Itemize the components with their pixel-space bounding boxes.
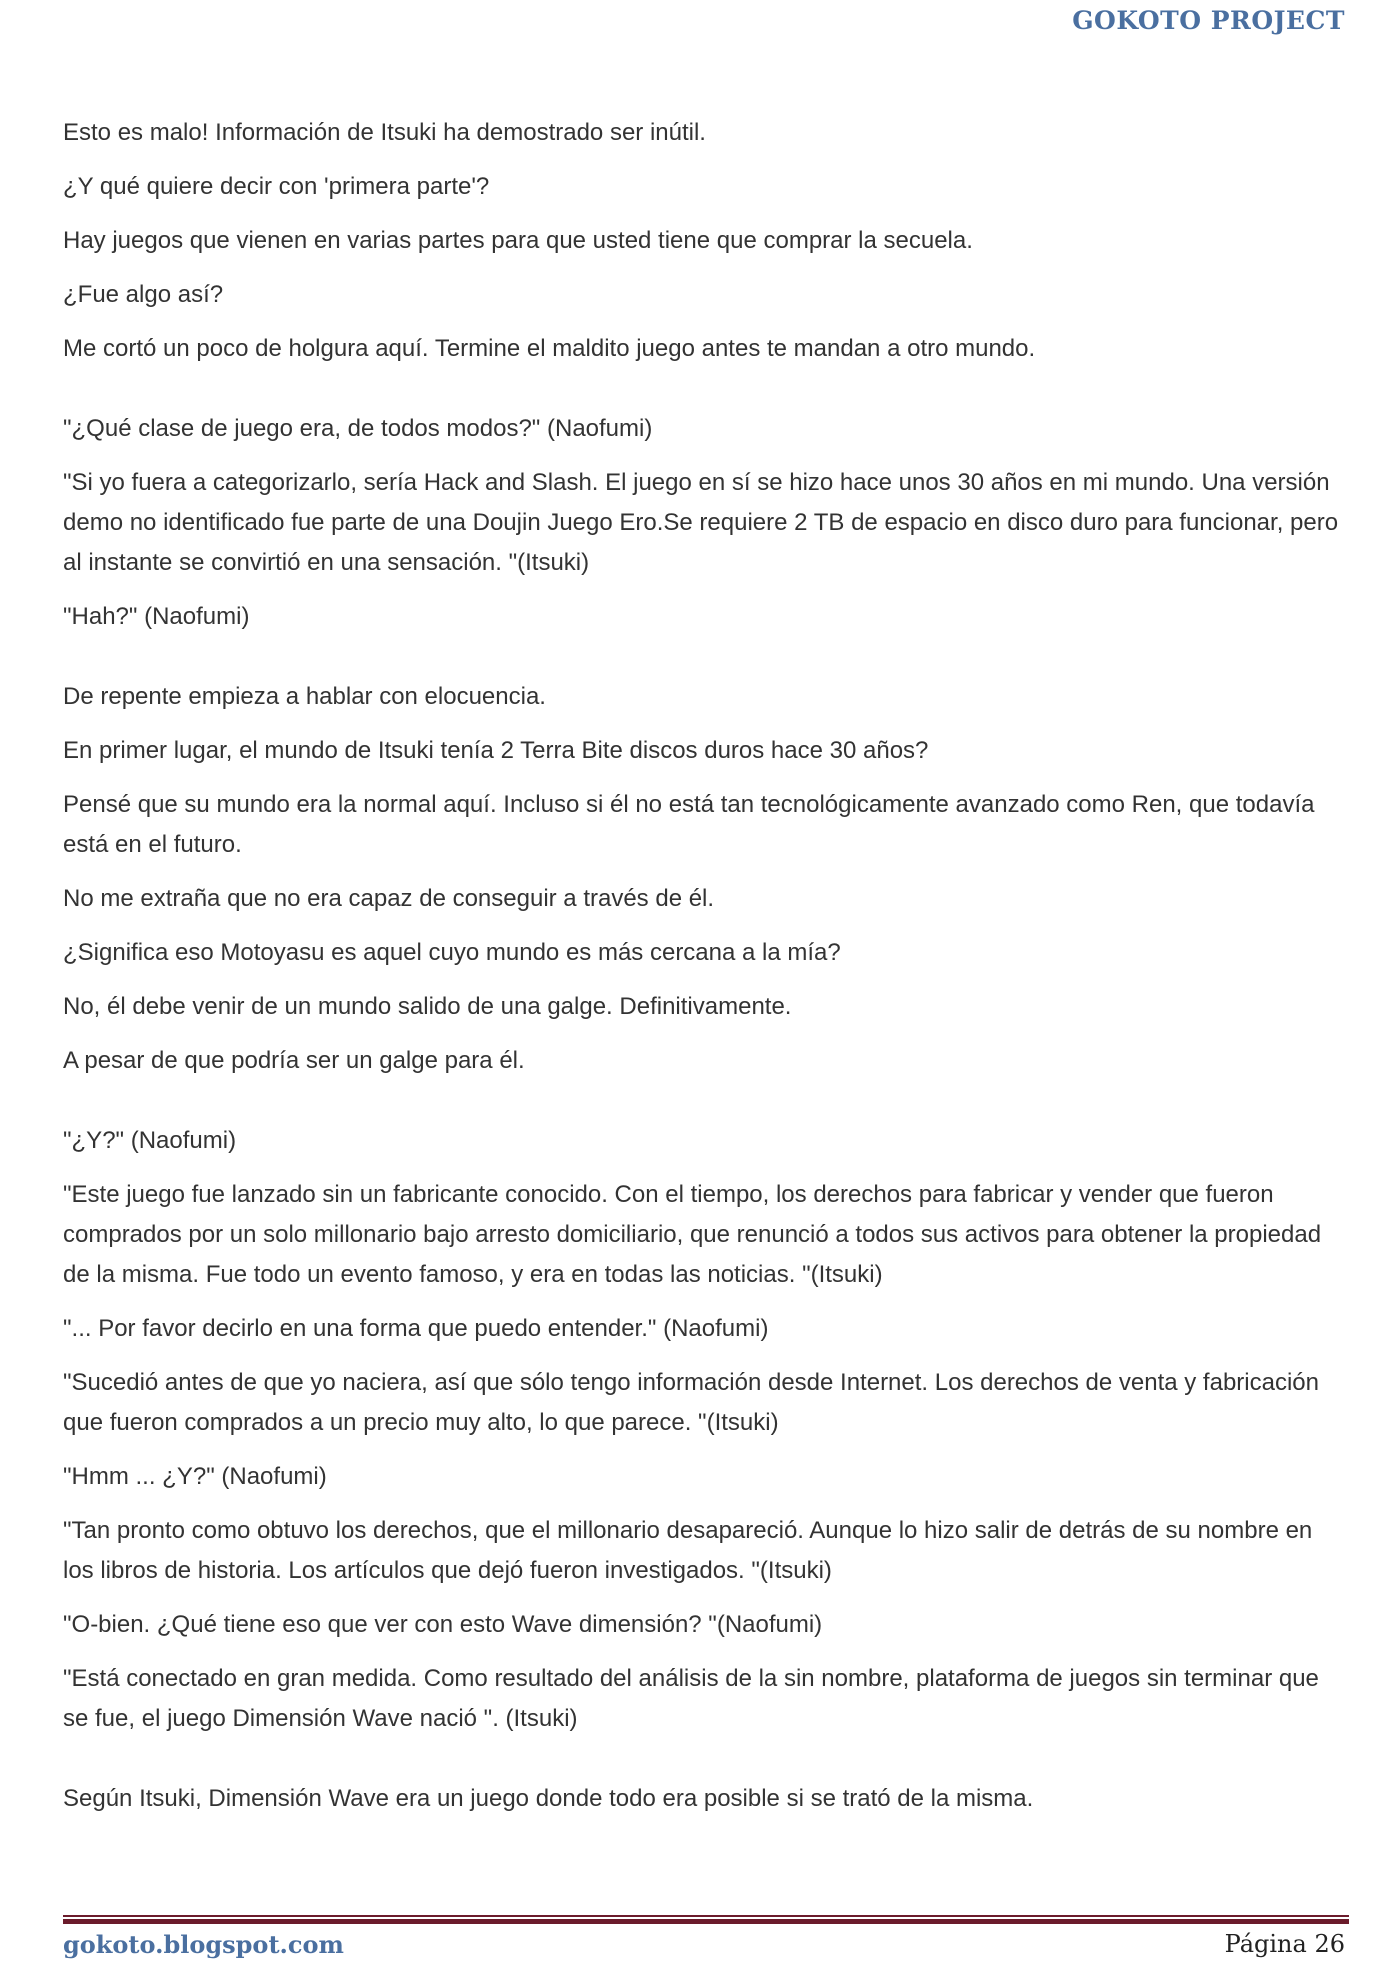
paragraph: "¿Y?" (Naofumi) xyxy=(63,1127,237,1154)
paragraph: ¿Y qué quiere decir con 'primera parte'? xyxy=(63,173,490,200)
paragraph: "Hah?" (Naofumi) xyxy=(63,603,250,630)
paragraph: "¿Qué clase de juego era, de todos modos?" (Naofumi) xyxy=(63,415,653,442)
paragraph: "Tan pronto como obtuvo los derechos, que el millonario desapareció. Aunque lo hizo salir de detrás de su nombre en los libros de historia. Los artículos que dejó fueron investigados. "(Itsuki) xyxy=(63,1517,1313,1584)
paragraph: Esto es malo! Información de Itsuki ha demostrado ser inútil. xyxy=(63,119,706,146)
paragraph: "Hmm ... ¿Y?" (Naofumi) xyxy=(63,1463,327,1490)
paragraph: "Sucedió antes de que yo naciera, así que sólo tengo información desde Internet. Los derechos de venta y fabricación que fueron comprados a un precio muy alto, lo que parece. "(Itsuki) xyxy=(63,1369,1319,1436)
paragraph: Me cortó un poco de holgura aquí. Termine el maldito juego antes te mandan a otro mundo. xyxy=(63,335,1036,362)
document-body xyxy=(63,113,1343,1833)
paragraph: No me extraña que no era capaz de conseguir a través de él. xyxy=(63,885,715,912)
header-brand: GOKOTO PROJECT xyxy=(1072,6,1345,35)
paragraph: "Si yo fuera a categorizarlo, sería Hack and Slash. El juego en sí se hizo hace unos 30 años en mi mundo. Una versión demo no identificado fue parte de una Doujin Juego Ero.Se requiere 2 TB de espacio en disco duro para funcionar, pero al instante se convirtió en una sensación. "(Itsuki) xyxy=(63,469,1339,576)
paragraph: "Este juego fue lanzado sin un fabricante conocido. Con el tiempo, los derechos para fabricar y vender que fueron comprados por un solo millonario bajo arresto domiciliario, que renunció a todos sus activos para obtener la propiedad de la misma. Fue todo un evento famoso, y era en todas las noticias. "(Itsuki) xyxy=(63,1181,1322,1288)
footer-site-link[interactable]: gokoto.blogspot.com xyxy=(63,1930,344,1959)
paragraph: Hay juegos que vienen en varias partes para que usted tiene que comprar la secuela. xyxy=(63,227,973,254)
paragraph: No, él debe venir de un mundo salido de una galge. Definitivamente. xyxy=(63,993,792,1020)
paragraph: Pensé que su mundo era la normal aquí. Incluso si él no está tan tecnológicamente avanzado como Ren, que todavía está en el futuro. xyxy=(63,791,1315,858)
paragraph: "O-bien. ¿Qué tiene eso que ver con esto Wave dimensión? "(Naofumi) xyxy=(63,1611,823,1638)
paragraph: Según Itsuki, Dimensión Wave era un juego donde todo era posible si se trató de la misma. xyxy=(63,1785,1034,1812)
paragraph: De repente empieza a hablar con elocuencia. xyxy=(63,683,546,710)
paragraph: ¿Significa eso Motoyasu es aquel cuyo mundo es más cercana a la mía? xyxy=(63,939,841,966)
paragraph: "Está conectado en gran medida. Como resultado del análisis de la sin nombre, plataforma de juegos sin terminar que se fue, el juego Dimensión Wave nació ". (Itsuki) xyxy=(63,1665,1319,1732)
paragraph: A pesar de que podría ser un galge para él. xyxy=(63,1047,525,1074)
paragraph: ¿Fue algo así? xyxy=(63,281,224,308)
footer-divider xyxy=(63,1915,1349,1924)
paragraph: En primer lugar, el mundo de Itsuki tenía 2 Terra Bite discos duros hace 30 años? xyxy=(63,737,929,764)
paragraph: "... Por favor decirlo en una forma que puedo entender." (Naofumi) xyxy=(63,1315,769,1342)
page-number: Página 26 xyxy=(1224,1930,1345,1958)
